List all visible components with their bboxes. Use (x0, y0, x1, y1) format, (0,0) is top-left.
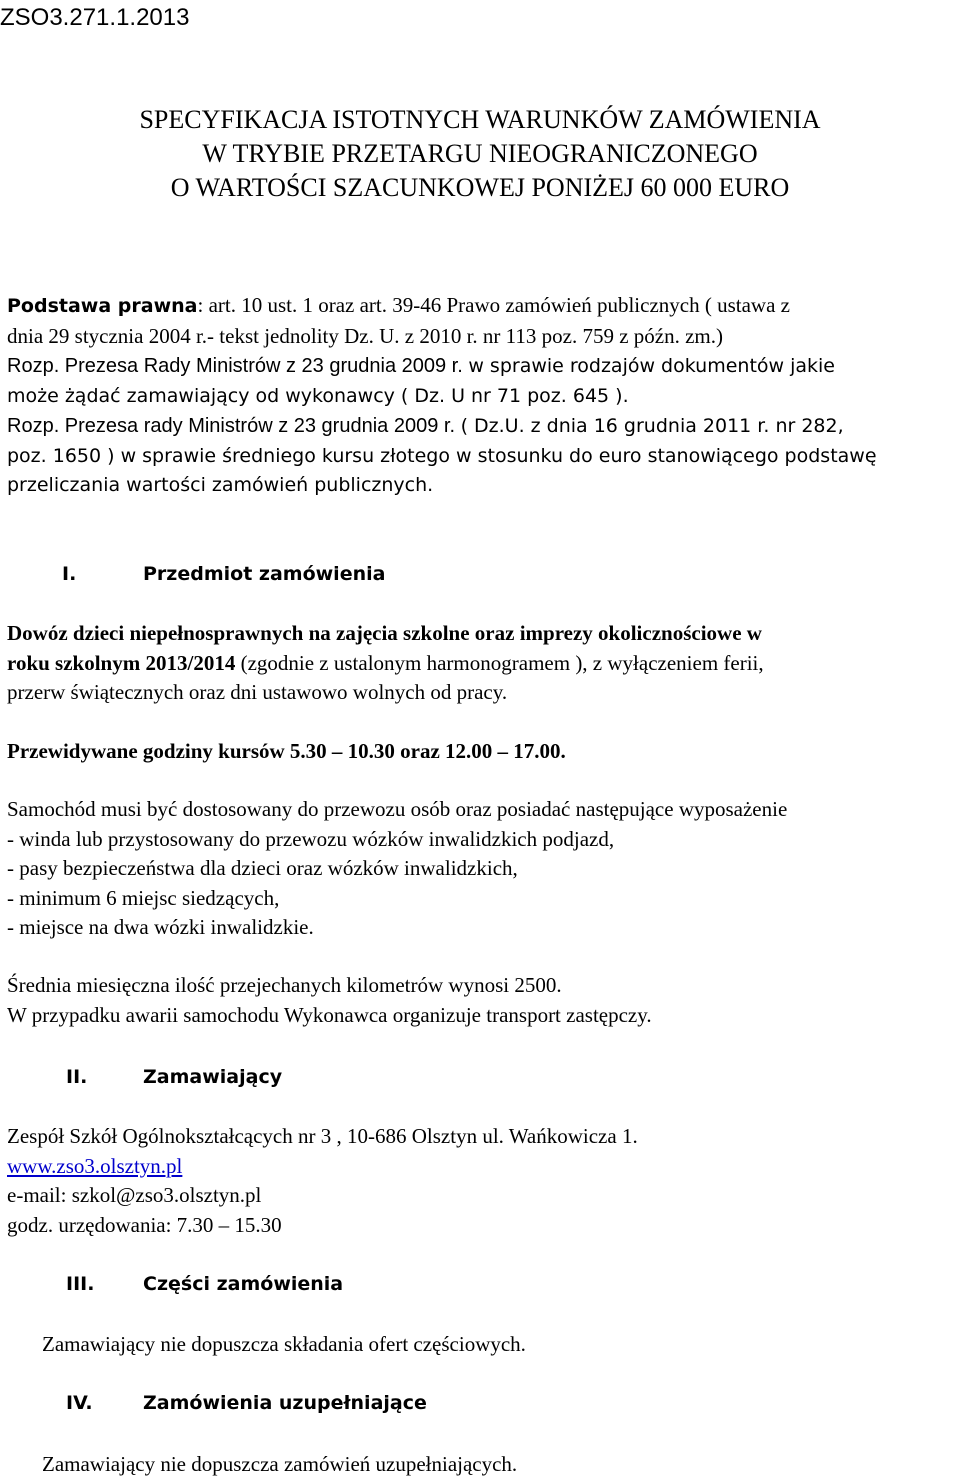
section-1-title: Przedmiot zamówienia (143, 563, 386, 585)
section-4-body (42, 1450, 952, 1480)
section-4-number: IV. (66, 1392, 93, 1414)
legal-basis-text-1: : art. 10 ust. 1 oraz art. 39-46 Prawo zamówień publicznych ( ustawa z (197, 293, 790, 317)
description-line-1: Dowóz dzieci niepełnosprawnych na zajęcia szkolne oraz imprezy okolicznościowe w (7, 621, 762, 645)
legal-basis (7, 291, 957, 501)
title-line-1: SPECYFIKACJA ISTOTNYCH WARUNKÓW ZAMÓWIENIA (139, 105, 821, 134)
title-line-2: W TRYBIE PRZETARGU NIEOGRANICZONEGO (202, 139, 758, 168)
contracting-authority (7, 1122, 957, 1240)
description-line-3: przerw świątecznych oraz dni ustawowo wolnych od pracy. (7, 680, 508, 704)
legal-basis-text-3a: Rozp. Prezesa Rady Ministrów z 23 grudnia 2009 r. (7, 355, 469, 377)
section-3-body (42, 1330, 952, 1360)
section-2-number: II. (66, 1066, 88, 1088)
legal-basis-text-5b: ( Dz.U. z dnia 16 grudnia 2011 r. nr 282, (460, 415, 844, 437)
legal-basis-text-2: dnia 29 stycznia 2004 r.- tekst jednolity Dz. U. z 2010 r. nr 113 poz. 759 z późn. zm.) (7, 323, 723, 348)
vehicle-requirements (7, 795, 957, 943)
section-3-number: III. (66, 1273, 95, 1295)
section-3-title: Części zamówienia (143, 1273, 344, 1295)
legal-basis-text-6: poz. 1650 ) w sprawie średniego kursu złotego w stosunku do euro stanowiącego podstawę (7, 444, 877, 467)
title-line-3: O WARTOŚCI SZACUNKOWEJ PONIŻEJ 60 000 EURO (170, 173, 790, 202)
legal-basis-text-7: przeliczania wartości zamówień publicznych. (7, 474, 434, 496)
section-1-description (7, 619, 957, 708)
list-item: - miejsce na dwa wózki inwalidzkie. (7, 915, 314, 939)
document-title (0, 103, 960, 205)
mileage-text: Średnia miesięczna ilość przejechanych kilometrów wynosi 2500. (7, 973, 562, 997)
office-hours: godz. urzędowania: 7.30 – 15.30 (7, 1212, 282, 1237)
list-item: - minimum 6 miejsc siedzących, (7, 885, 280, 910)
section-4-title: Zamówienia uzupełniające (143, 1392, 427, 1414)
legal-basis-label: Podstawa prawna (7, 295, 198, 317)
list-item: - pasy bezpieczeństwa dla dzieci oraz wózków inwalidzkich, (7, 856, 518, 880)
section-1-hours (7, 737, 957, 767)
list-item: - winda lub przystosowany do przewozu wózków inwalidzkich podjazd, (7, 826, 615, 851)
mileage-info (7, 971, 957, 1030)
supplementary-orders-text: Zamawiający nie dopuszcza zamówień uzupełniających. (42, 1452, 518, 1476)
school-year: roku szkolnym 2013/2014 (7, 650, 236, 675)
reference-number: ZSO3.271.1.2013 (0, 4, 190, 31)
legal-basis-text-3b: w sprawie rodzajów dokumentów jakie (468, 355, 835, 377)
requirements-intro: Samochód musi być dostosowany do przewozu osób oraz posiadać następujące wyposażenie (7, 797, 788, 821)
section-2-title: Zamawiający (143, 1066, 283, 1088)
email-text: e-mail: szkol@zso3.olsztyn.pl (7, 1183, 262, 1207)
legal-basis-text-4: może żądać zamawiający od wykonawcy ( Dz. U nr 71 poz. 645 ). (7, 384, 629, 407)
section-1-number: I. (62, 563, 77, 585)
partial-offers-text: Zamawiający nie dopuszcza składania ofert częściowych. (42, 1332, 526, 1356)
breakdown-text: W przypadku awarii samochodu Wykonawca organizuje transport zastępczy. (7, 1002, 652, 1027)
address-text: Zespół Szkół Ogólnokształcących nr 3 , 10-686 Olsztyn ul. Wańkowicza 1. (7, 1124, 638, 1148)
website-link[interactable]: www.zso3.olsztyn.pl (7, 1153, 183, 1178)
description-line-2: (zgodnie z ustalonym harmonogramem ), z wyłączeniem ferii, (235, 650, 764, 675)
course-hours: Przewidywane godziny kursów 5.30 – 10.30 oraz 12.00 – 17.00. (7, 739, 566, 763)
legal-basis-text-5a: Rozp. Prezesa rady Ministrów z 23 grudnia 2009 r. (7, 415, 461, 437)
